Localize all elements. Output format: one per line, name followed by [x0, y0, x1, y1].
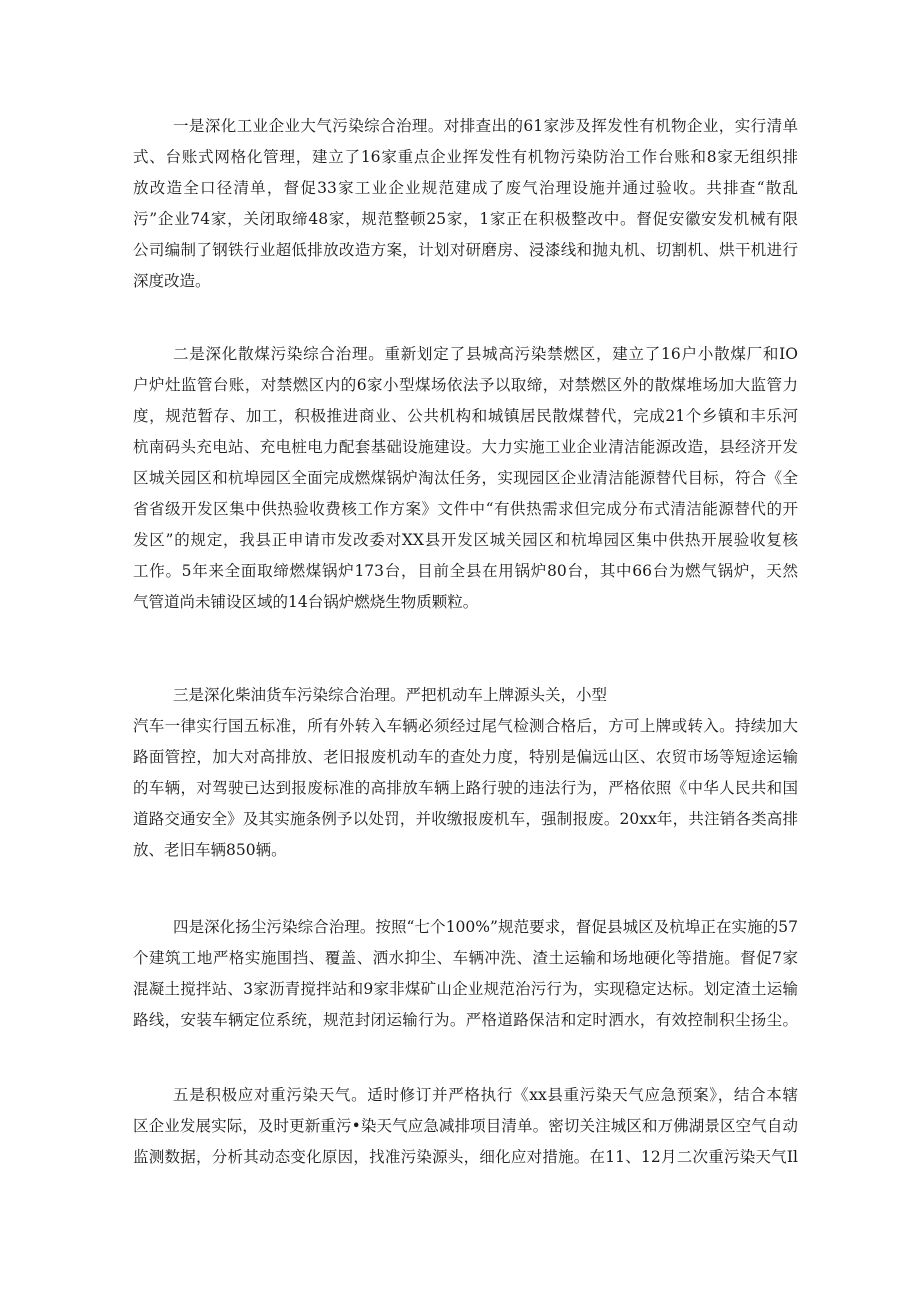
text-line: 公司编制了钢铁行业超低排放改造方案，计划对研磨房、浸漆线和抛丸机、切割机、烘干机进行 — [133, 241, 798, 259]
text-line: 发区”的规定，我县正申请市发改委对XX县开发区城关园区和杭埠园区集中供热开展验收复核 — [133, 531, 798, 549]
paragraph-dust-pollution — [133, 912, 798, 1036]
paragraph-diesel-vehicle-pollution — [133, 680, 798, 866]
text-line: 污”企业74家，关闭取缔48家，规范整顿25家，1家正在积极整改中。督促安徽安发机械有限 — [133, 210, 798, 228]
text-line: 省省级开发区集中供热验收费核工作方案》文件中“有供热需求但完成分布式清洁能源替代的开 — [133, 500, 798, 518]
text-line: 二是深化散煤污染综合治理。重新划定了县城高污染禁燃区，建立了16户小散煤厂和IO — [173, 345, 798, 363]
paragraph-heavy-pollution-weather — [133, 1080, 798, 1173]
text-line: 三是深化柴油货车污染综合治理。严把机动车上牌源头关，小型 — [173, 686, 608, 704]
text-line: 放改造全口径清单，督促33家工业企业规范建成了废气治理设施并通过验收。共排查“散乱 — [133, 179, 798, 197]
text-line: 放、老旧车辆850辆。 — [133, 841, 287, 859]
text-line: 监测数据，分析其动态变化原因，找准污染源头，细化应对措施。在11、12月二次重污染天气Il — [133, 1148, 798, 1166]
text-line: 四是深化扬尘污染综合治理。按照“七个100%”规范要求，督促县城区及杭埠正在实施的57 — [173, 918, 798, 936]
text-line: 气管道尚未铺设区域的14台锅炉燃烧生物质颗粒。 — [133, 593, 479, 611]
text-line: 工作。5年来全面取缔燃煤锅炉173台，目前全县在用锅炉80台，其中66台为燃气锅炉，天然 — [133, 562, 798, 580]
text-line: 个建筑工地严格实施围挡、覆盖、洒水抑尘、车辆冲洗、渣土运输和场地硬化等措施。督促7家 — [133, 949, 798, 967]
text-line: 五是积极应对重污染天气。适时修订并严格执行《xx县重污染天气应急预案》，结合本辖 — [173, 1086, 798, 1104]
text-line: 杭南码头充电站、充电桩电力配套基础设施建设。大力实施工业企业清洁能源改造，县经济开发 — [133, 438, 798, 456]
text-line: 汽车一律实行国五标准，所有外转入车辆必须经过尾气检测合格后，方可上牌或转入。持续加大 — [133, 717, 798, 735]
text-line: 度，规范暂存、加工，积极推进商业、公共机构和城镇居民散煤替代，完成21个乡镇和丰乐河 — [133, 407, 798, 425]
text-line: 路面管控，加大对高排放、老旧报废机动车的查处力度，特别是偏远山区、农贸市场等短途运输 — [133, 748, 798, 766]
text-line: 深度改造。 — [133, 272, 211, 290]
text-line: 区城关园区和杭埠园区全面完成燃煤锅炉淘汰任务，实现园区企业清洁能源替代目标，符合《全 — [133, 469, 798, 487]
text-line: 道路交通安全》及其实施条例予以处罚，并收缴报废机车，强制报废。20xx年，共注销各类高排 — [133, 810, 798, 828]
text-line: 混凝土搅拌站、3家沥青搅拌站和9家非煤矿山企业规范治污行为，实现稳定达标。划定渣土运输 — [133, 980, 798, 998]
paragraph-industrial-pollution — [133, 111, 798, 297]
text-line: 一是深化工业企业大气污染综合治理。对排查出的61家涉及挥发性有机物企业，实行清单 — [173, 117, 798, 135]
text-line: 区企业发展实际，及时更新重污•染天气应急减排项目清单。密切关注城区和万佛湖景区空气自动 — [133, 1117, 798, 1135]
text-line: 户炉灶监管台账，对禁燃区内的6家小型煤场依法予以取缔，对禁燃区外的散煤堆场加大监管力 — [133, 376, 798, 394]
text-line: 的车辆，对驾驶已达到报废标准的高排放车辆上路行驶的违法行为，严格依照《中华人民共和国 — [133, 779, 798, 797]
paragraph-coal-pollution — [133, 339, 798, 618]
text-line: 式、台账式网格化管理，建立了16家重点企业挥发性有机物污染防治工作台账和8家无组织排 — [133, 148, 798, 166]
text-line: 路线，安装车辆定位系统，规范封闭运输行为。严格道路保洁和定时洒水，有效控制积尘扬尘。 — [133, 1011, 798, 1029]
